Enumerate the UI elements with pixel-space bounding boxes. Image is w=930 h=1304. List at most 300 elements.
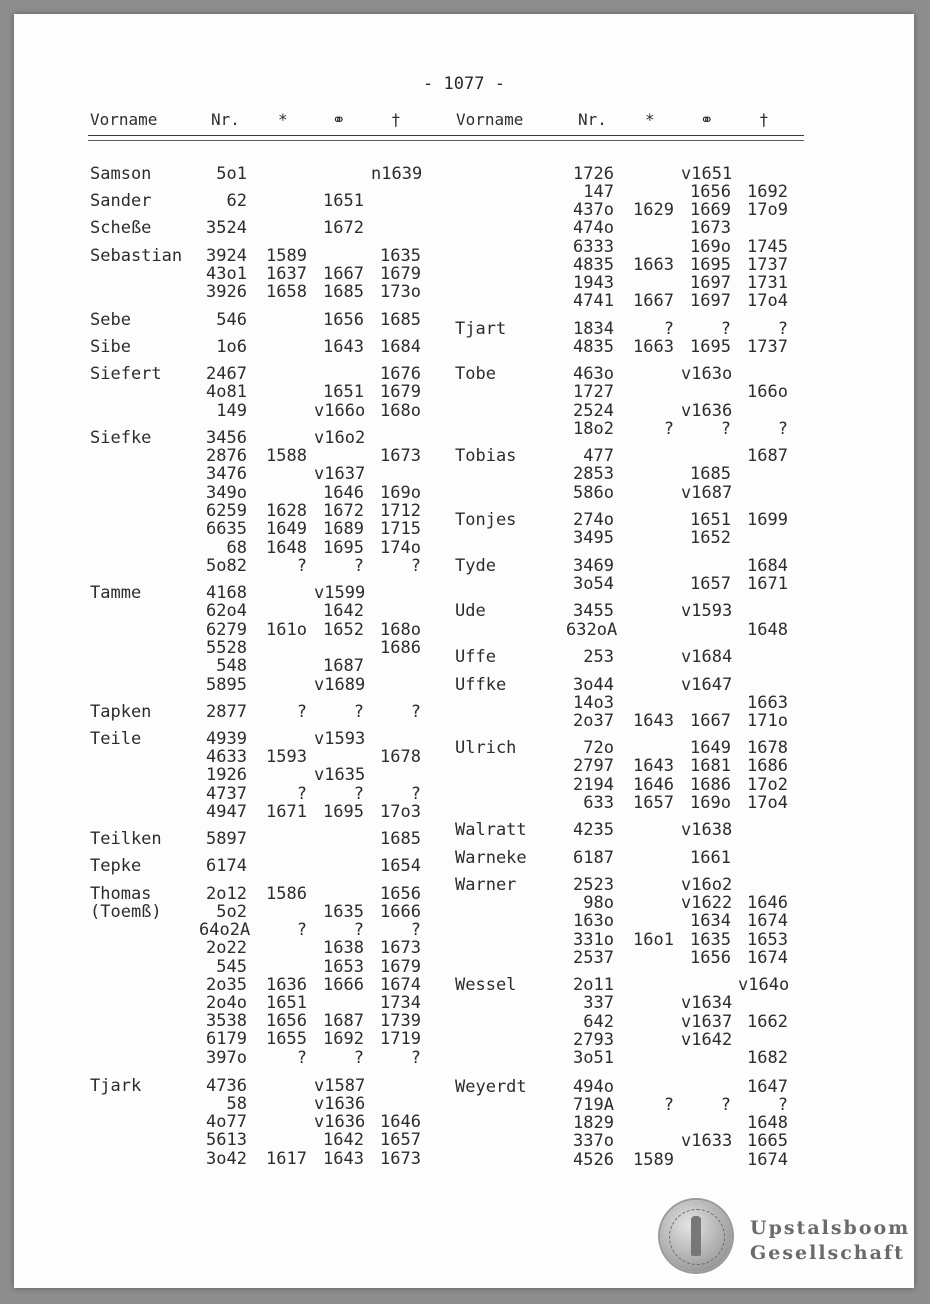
right-table-row bbox=[14, 511, 914, 529]
marriage-year: 1669 bbox=[690, 200, 731, 220]
death-year: ? bbox=[777, 319, 788, 339]
right-table-row bbox=[14, 274, 914, 292]
marriage-year: v1647 bbox=[681, 675, 733, 695]
birth-year: 1663 bbox=[633, 337, 674, 357]
given-name: Ulrich bbox=[455, 738, 517, 758]
birth-year: ? bbox=[296, 1048, 307, 1068]
record-number: 632oA bbox=[566, 620, 618, 640]
right-table-row bbox=[14, 876, 914, 894]
marriage-year: v1642 bbox=[681, 1030, 733, 1050]
death-year: 1692 bbox=[747, 182, 788, 202]
right-table-row bbox=[14, 402, 914, 420]
record-number: 3o44 bbox=[573, 675, 614, 695]
marriage-year: 1635 bbox=[690, 930, 731, 950]
right-table-row bbox=[14, 219, 914, 237]
record-number: 337o bbox=[573, 1131, 614, 1151]
marriage-year: 1642 bbox=[323, 601, 364, 621]
given-name: Walratt bbox=[455, 820, 527, 840]
record-number: 546 bbox=[216, 310, 247, 330]
record-number: 5613 bbox=[206, 1130, 247, 1150]
right-table-row bbox=[14, 484, 914, 502]
death-year: 1699 bbox=[747, 510, 788, 530]
marriage-year: 1695 bbox=[690, 337, 731, 357]
death-year: 1676 bbox=[380, 364, 421, 384]
marriage-year: v1637 bbox=[681, 1012, 733, 1032]
birth-year: 1589 bbox=[266, 246, 307, 266]
right-table-row bbox=[14, 794, 914, 812]
marriage-year: 1651 bbox=[323, 382, 364, 402]
right-table-row bbox=[14, 757, 914, 775]
marriage-year: 1695 bbox=[323, 802, 364, 822]
record-number: 6333 bbox=[573, 237, 614, 257]
death-year: 17o3 bbox=[380, 802, 421, 822]
death-year: 1673 bbox=[380, 446, 421, 466]
record-number: 2523 bbox=[573, 875, 614, 895]
marriage-year: 1685 bbox=[323, 282, 364, 302]
death-year: 169o bbox=[380, 483, 421, 503]
marriage-year: 1692 bbox=[323, 1029, 364, 1049]
death-year: 1712 bbox=[380, 501, 421, 521]
right-table-row bbox=[14, 1013, 914, 1031]
birth-year: 1658 bbox=[266, 282, 307, 302]
marriage-year: 1646 bbox=[323, 483, 364, 503]
record-number: 2o12 bbox=[206, 884, 247, 904]
header-vorname-right: Vorname bbox=[456, 110, 524, 129]
record-number: 474o bbox=[573, 218, 614, 238]
marriage-year: v1684 bbox=[681, 647, 733, 667]
record-number: 5897 bbox=[206, 829, 247, 849]
death-year: 173o bbox=[380, 282, 421, 302]
record-number: 6635 bbox=[206, 519, 247, 539]
marriage-year: v16o2 bbox=[314, 428, 366, 448]
marriage-year: 1656 bbox=[690, 182, 731, 202]
marriage-year: v1637 bbox=[314, 464, 366, 484]
given-name: Sibe bbox=[90, 337, 131, 357]
death-year: 1674 bbox=[747, 1150, 788, 1170]
death-year: 17o4 bbox=[747, 291, 788, 311]
death-year: 1679 bbox=[380, 957, 421, 977]
death-year: 1678 bbox=[747, 738, 788, 758]
record-number: 397o bbox=[206, 1048, 247, 1068]
right-table-row bbox=[14, 201, 914, 219]
marriage-year: 1695 bbox=[323, 538, 364, 558]
right-table-row bbox=[14, 238, 914, 256]
death-year: 1657 bbox=[380, 1130, 421, 1150]
record-number: 5o2 bbox=[216, 902, 247, 922]
marriage-year: ? bbox=[720, 1095, 731, 1115]
record-number: 3469 bbox=[573, 556, 614, 576]
given-name: Tonjes bbox=[455, 510, 517, 530]
birth-year: ? bbox=[296, 784, 307, 804]
marriage-year: ? bbox=[353, 784, 364, 804]
birth-year: 1667 bbox=[633, 291, 674, 311]
death-year: 168o bbox=[380, 620, 421, 640]
record-number: 2o35 bbox=[206, 975, 247, 995]
marriage-year: 1661 bbox=[690, 848, 731, 868]
given-name: Tobe bbox=[455, 364, 496, 384]
death-year: 168o bbox=[380, 401, 421, 421]
record-number: 62o4 bbox=[206, 601, 247, 621]
death-year: 1739 bbox=[380, 1011, 421, 1031]
record-number: 2876 bbox=[206, 446, 247, 466]
given-name: Siefke bbox=[90, 428, 152, 448]
given-name: Warner bbox=[455, 875, 517, 895]
given-name: (Toemß) bbox=[90, 902, 162, 922]
given-name: Tyde bbox=[455, 556, 496, 576]
header-birth-right: * bbox=[645, 110, 655, 129]
marriage-year: ? bbox=[353, 556, 364, 576]
marriage-year: 1685 bbox=[690, 464, 731, 484]
marriage-year: ? bbox=[720, 319, 731, 339]
marriage-year: 169o bbox=[690, 793, 731, 813]
right-table-row bbox=[14, 320, 914, 338]
record-number: 4947 bbox=[206, 802, 247, 822]
death-year: 171o bbox=[747, 711, 788, 731]
marriage-year: 1687 bbox=[323, 1011, 364, 1031]
right-table-row bbox=[14, 338, 914, 356]
record-number: 3o51 bbox=[573, 1048, 614, 1068]
header-birth-left: * bbox=[278, 110, 288, 129]
death-year: 1679 bbox=[380, 382, 421, 402]
record-number: 5o1 bbox=[216, 164, 247, 184]
marriage-year: 1651 bbox=[323, 191, 364, 211]
death-year: 1653 bbox=[747, 930, 788, 950]
record-number: 58 bbox=[226, 1094, 247, 1114]
marriage-year: 1653 bbox=[323, 957, 364, 977]
death-year: 1656 bbox=[380, 884, 421, 904]
right-table-row bbox=[14, 256, 914, 274]
marriage-year: v1599 bbox=[314, 583, 366, 603]
death-year: 1684 bbox=[747, 556, 788, 576]
right-table-row bbox=[14, 994, 914, 1012]
given-name: Tapken bbox=[90, 702, 152, 722]
death-year: 1646 bbox=[380, 1112, 421, 1132]
record-number: 72o bbox=[583, 738, 614, 758]
death-year: 1648 bbox=[747, 620, 788, 640]
record-number: 4736 bbox=[206, 1076, 247, 1096]
record-number: 1o6 bbox=[216, 337, 247, 357]
death-year: 1684 bbox=[380, 337, 421, 357]
right-table-row bbox=[14, 949, 914, 967]
record-number: 437o bbox=[573, 200, 614, 220]
death-year: v164o bbox=[738, 975, 790, 995]
marriage-year: ? bbox=[353, 702, 364, 722]
death-year: 1666 bbox=[380, 902, 421, 922]
right-table-row bbox=[14, 976, 914, 994]
header-vorname-left: Vorname bbox=[90, 110, 158, 129]
right-table-row bbox=[14, 557, 914, 575]
marriage-year: v1587 bbox=[314, 1076, 366, 1096]
marriage-year: v1636 bbox=[314, 1094, 366, 1114]
record-number: 349o bbox=[206, 483, 247, 503]
birth-year: 1629 bbox=[633, 200, 674, 220]
death-year: 17o9 bbox=[747, 200, 788, 220]
birth-year: 1593 bbox=[266, 747, 307, 767]
birth-year: ? bbox=[663, 419, 674, 439]
right-table-row bbox=[14, 1078, 914, 1096]
record-number: 1726 bbox=[573, 164, 614, 184]
marriage-year: v1593 bbox=[314, 729, 366, 749]
marriage-year: v16o2 bbox=[681, 875, 733, 895]
record-number: 14o3 bbox=[573, 693, 614, 713]
record-number: 274o bbox=[573, 510, 614, 530]
record-number: 3455 bbox=[573, 601, 614, 621]
record-number: 2797 bbox=[573, 756, 614, 776]
record-number: 5895 bbox=[206, 675, 247, 695]
death-year: 1647 bbox=[747, 1077, 788, 1097]
birth-year: 1617 bbox=[266, 1149, 307, 1169]
right-table-row bbox=[14, 694, 914, 712]
marriage-year: ? bbox=[353, 1048, 364, 1068]
marriage-year: ? bbox=[720, 419, 731, 439]
right-table-row bbox=[14, 1114, 914, 1132]
marriage-year: 1667 bbox=[323, 264, 364, 284]
birth-year: 1636 bbox=[266, 975, 307, 995]
death-year: 1686 bbox=[380, 638, 421, 658]
given-name: Uffe bbox=[455, 647, 496, 667]
birth-year: 161o bbox=[266, 620, 307, 640]
birth-year: 1651 bbox=[266, 993, 307, 1013]
header-nr-left: Nr. bbox=[211, 110, 240, 129]
record-number: 494o bbox=[573, 1077, 614, 1097]
marriage-year: 169o bbox=[690, 237, 731, 257]
marriage-year: 1635 bbox=[323, 902, 364, 922]
right-table-row bbox=[14, 821, 914, 839]
marriage-year: 1638 bbox=[323, 938, 364, 958]
right-table-row bbox=[14, 776, 914, 794]
death-year: ? bbox=[410, 1048, 421, 1068]
record-number: 149 bbox=[216, 401, 247, 421]
given-name: Weyerdt bbox=[455, 1077, 527, 1097]
record-number: 4o77 bbox=[206, 1112, 247, 1132]
record-number: 163o bbox=[573, 911, 614, 931]
record-number: 3o54 bbox=[573, 574, 614, 594]
death-year: 1731 bbox=[747, 273, 788, 293]
marriage-year: 1681 bbox=[690, 756, 731, 776]
right-table-row bbox=[14, 602, 914, 620]
record-number: 68 bbox=[226, 538, 247, 558]
record-number: 5528 bbox=[206, 638, 247, 658]
record-number: 2o37 bbox=[573, 711, 614, 731]
birth-year: ? bbox=[296, 556, 307, 576]
death-year: 1646 bbox=[747, 893, 788, 913]
death-year: 166o bbox=[747, 382, 788, 402]
death-year: 1663 bbox=[747, 693, 788, 713]
death-year: 1671 bbox=[747, 574, 788, 594]
birth-year: 1648 bbox=[266, 538, 307, 558]
record-number: 2793 bbox=[573, 1030, 614, 1050]
society-seal bbox=[660, 1200, 732, 1272]
given-name: Siefert bbox=[90, 364, 162, 384]
marriage-year: ? bbox=[353, 920, 364, 940]
record-number: 3o42 bbox=[206, 1149, 247, 1169]
record-number: 3524 bbox=[206, 218, 247, 238]
birth-year: 1655 bbox=[266, 1029, 307, 1049]
document-page bbox=[14, 14, 914, 1288]
given-name: Tjark bbox=[90, 1076, 142, 1096]
birth-year: 1628 bbox=[266, 501, 307, 521]
record-number: 545 bbox=[216, 957, 247, 977]
given-name: Sebastian bbox=[90, 246, 183, 266]
marriage-year: 1695 bbox=[690, 255, 731, 275]
birth-year: 1637 bbox=[266, 264, 307, 284]
death-year: 1686 bbox=[747, 756, 788, 776]
record-number: 4939 bbox=[206, 729, 247, 749]
marriage-year: 1666 bbox=[323, 975, 364, 995]
right-table-row bbox=[14, 1132, 914, 1150]
birth-year: 1588 bbox=[266, 446, 307, 466]
marriage-year: 1643 bbox=[323, 1149, 364, 1169]
death-year: 1737 bbox=[747, 337, 788, 357]
birth-year: ? bbox=[296, 702, 307, 722]
death-year: 1737 bbox=[747, 255, 788, 275]
right-table-row bbox=[14, 365, 914, 383]
marriage-year: 1697 bbox=[690, 273, 731, 293]
death-year: 1673 bbox=[380, 938, 421, 958]
given-name: Wessel bbox=[455, 975, 517, 995]
right-table-row bbox=[14, 1151, 914, 1169]
right-table-row bbox=[14, 420, 914, 438]
record-number: 6187 bbox=[573, 848, 614, 868]
record-number: 3926 bbox=[206, 282, 247, 302]
death-year: 1674 bbox=[747, 948, 788, 968]
death-year: 1635 bbox=[380, 246, 421, 266]
right-table-row bbox=[14, 165, 914, 183]
death-year: 1715 bbox=[380, 519, 421, 539]
record-number: 3476 bbox=[206, 464, 247, 484]
right-table-row bbox=[14, 292, 914, 310]
record-number: 2537 bbox=[573, 948, 614, 968]
record-number: 4835 bbox=[573, 337, 614, 357]
birth-year: 16o1 bbox=[633, 930, 674, 950]
right-table-row bbox=[14, 1031, 914, 1049]
record-number: 2467 bbox=[206, 364, 247, 384]
death-year: ? bbox=[777, 1095, 788, 1115]
record-number: 2853 bbox=[573, 464, 614, 484]
right-table-row bbox=[14, 931, 914, 949]
death-year: ? bbox=[410, 784, 421, 804]
marriage-year: v1689 bbox=[314, 675, 366, 695]
right-table-row bbox=[14, 739, 914, 757]
header-marriage-right: ⚭ bbox=[700, 110, 714, 129]
given-name: Tobias bbox=[455, 446, 517, 466]
given-name: Tjart bbox=[455, 319, 507, 339]
death-year: 1674 bbox=[747, 911, 788, 931]
given-name: Ude bbox=[455, 601, 486, 621]
birth-year: ? bbox=[663, 319, 674, 339]
birth-year: 1586 bbox=[266, 884, 307, 904]
record-number: 4168 bbox=[206, 583, 247, 603]
death-year: 1682 bbox=[747, 1048, 788, 1068]
right-table-row bbox=[14, 648, 914, 666]
death-year: 1673 bbox=[380, 1149, 421, 1169]
right-table-row bbox=[14, 1049, 914, 1067]
right-table-row bbox=[14, 676, 914, 694]
death-year: 1674 bbox=[380, 975, 421, 995]
record-number: 2o22 bbox=[206, 938, 247, 958]
record-number: 6279 bbox=[206, 620, 247, 640]
header-marriage-left: ⚭ bbox=[332, 110, 346, 129]
marriage-year: 1656 bbox=[690, 948, 731, 968]
record-number: 3495 bbox=[573, 528, 614, 548]
record-number: 64o2A bbox=[199, 920, 251, 940]
marriage-year: v163o bbox=[681, 364, 733, 384]
record-number: 2o4o bbox=[206, 993, 247, 1013]
marriage-year: 1687 bbox=[323, 656, 364, 676]
record-number: 62 bbox=[226, 191, 247, 211]
record-number: 1926 bbox=[206, 765, 247, 785]
right-table-row bbox=[14, 529, 914, 547]
marriage-year: 1686 bbox=[690, 775, 731, 795]
marriage-year: 1657 bbox=[690, 574, 731, 594]
given-name: Tepke bbox=[90, 856, 142, 876]
right-table-row bbox=[14, 912, 914, 930]
birth-year: 1671 bbox=[266, 802, 307, 822]
birth-year: 1649 bbox=[266, 519, 307, 539]
death-year: 1654 bbox=[380, 856, 421, 876]
birth-year: 1589 bbox=[633, 1150, 674, 1170]
right-table-row bbox=[14, 383, 914, 401]
marriage-year: 1656 bbox=[323, 310, 364, 330]
marriage-year: 1672 bbox=[323, 501, 364, 521]
right-table-row bbox=[14, 447, 914, 465]
given-name: Teilken bbox=[90, 829, 162, 849]
marriage-year: 1643 bbox=[323, 337, 364, 357]
right-table-row bbox=[14, 465, 914, 483]
death-year: 17o2 bbox=[747, 775, 788, 795]
record-number: 331o bbox=[573, 930, 614, 950]
logo-line-1: Upstalsboom bbox=[750, 1217, 911, 1239]
marriage-year: 1651 bbox=[690, 510, 731, 530]
birth-year: ? bbox=[296, 920, 307, 940]
death-year: ? bbox=[410, 702, 421, 722]
given-name: Scheße bbox=[90, 218, 152, 238]
seal-figure bbox=[691, 1216, 701, 1256]
death-year: 174o bbox=[380, 538, 421, 558]
marriage-year: 1672 bbox=[323, 218, 364, 238]
record-number: 633 bbox=[583, 793, 614, 813]
birth-year: 1657 bbox=[633, 793, 674, 813]
right-table-row bbox=[14, 621, 914, 639]
death-year: 1745 bbox=[747, 237, 788, 257]
marriage-year: v1622 bbox=[681, 893, 733, 913]
given-name: Sander bbox=[90, 191, 152, 211]
marriage-year: v1636 bbox=[314, 1112, 366, 1132]
birth-year: 1663 bbox=[633, 255, 674, 275]
record-number: 253 bbox=[583, 647, 614, 667]
given-name: Warneke bbox=[455, 848, 527, 868]
birth-year: 1646 bbox=[633, 775, 674, 795]
given-name: Tamme bbox=[90, 583, 142, 603]
record-number: 18o2 bbox=[573, 419, 614, 439]
record-number: 586o bbox=[573, 483, 614, 503]
record-number: 1829 bbox=[573, 1113, 614, 1133]
header-nr-right: Nr. bbox=[578, 110, 607, 129]
record-number: 1943 bbox=[573, 273, 614, 293]
record-number: 719A bbox=[573, 1095, 614, 1115]
record-number: 6174 bbox=[206, 856, 247, 876]
death-year: 1685 bbox=[380, 829, 421, 849]
record-number: 43o1 bbox=[206, 264, 247, 284]
death-year: 1662 bbox=[747, 1012, 788, 1032]
marriage-year: 1642 bbox=[323, 1130, 364, 1150]
marriage-year: v1638 bbox=[681, 820, 733, 840]
right-table-row bbox=[14, 183, 914, 201]
death-year: ? bbox=[777, 419, 788, 439]
record-number: 3538 bbox=[206, 1011, 247, 1031]
marriage-year: 1649 bbox=[690, 738, 731, 758]
header-death-right: † bbox=[759, 110, 769, 129]
